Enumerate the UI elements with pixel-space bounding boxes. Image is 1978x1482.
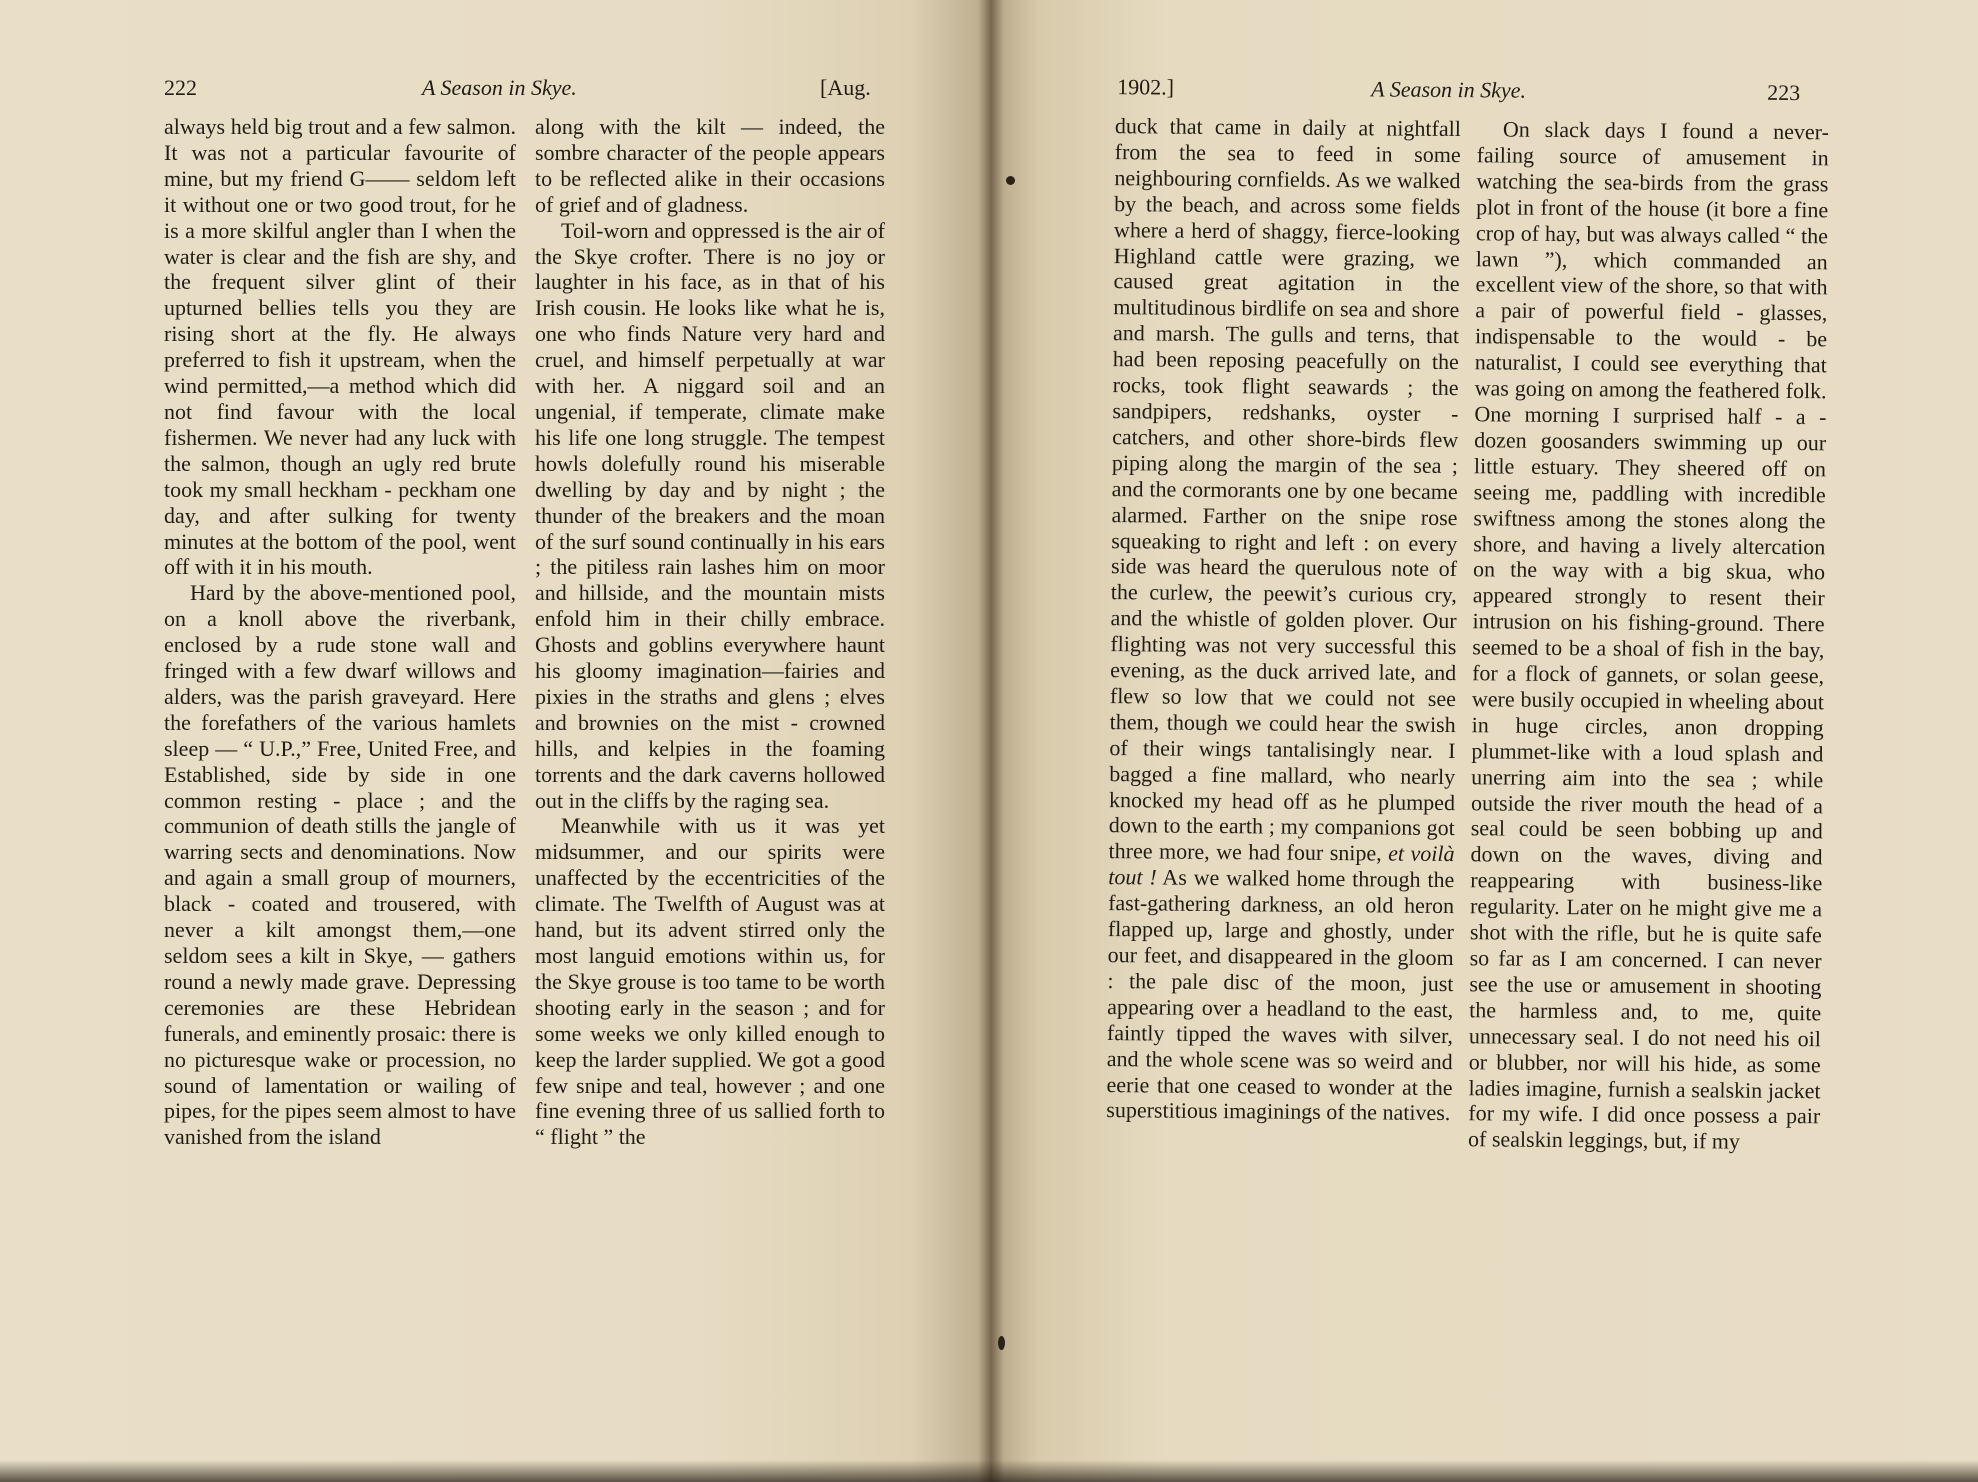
right-column-2	[1468, 116, 1829, 1155]
paragraph-text: As we walked home through the fast-gathering darkness, an old heron flapped up, large and ghostly, under our feet, and disappeared in the gloom : the pale disc of the moon, just appearing over a headland to the east, faintly tipped the waves with silver, and the whole scene was so weird and eerie that one ceased to wonder at the superstitious imaginings of the natives.	[1106, 864, 1455, 1126]
left-running-head	[164, 70, 884, 110]
left-column-2	[535, 114, 885, 1150]
left-column-1	[164, 114, 516, 1150]
right-column-1	[1106, 113, 1461, 1126]
paragraph	[1106, 113, 1461, 1126]
page-number-left: 222	[164, 75, 197, 100]
running-title-right: A Season in Skye.	[1371, 76, 1527, 103]
page-number-right: 223	[1767, 79, 1801, 106]
running-title-left: A Season in Skye.	[422, 75, 577, 100]
paragraph: Hard by the above-mentioned pool, on a knoll above the riverbank, enclosed by a rude stone wall and fringed with a few dwarf willows and alders, was the parish graveyard. Here the forefathers of the various hamlets sleep — “ U.P.,” Free, United Free, and Established, side by side in one common resting - place ; and the communion of death stills the jangle of warring sects and denominations. Now and again a small group of mourners, black - coated and trousered, with never a kilt amongst them,—one seldom sees a kilt in Skye, — gathers round a newly made grave. Depressing ceremonies are these Hebridean funerals, and eminently prosaic: there is no picturesque wake or procession, no sound of lamentation or wailing of pipes, for the pipes seem almost to have vanished from the island	[164, 580, 516, 1150]
year-tag: 1902.]	[1117, 74, 1175, 100]
right-page-text	[990, 0, 1978, 1154]
right-running-head	[1117, 69, 1829, 115]
paragraph: Meanwhile with us it was yet midsummer, and our spirits were unaffected by the eccentricities of the climate. The Twelfth of August was at hand, but its advent stirred only the most languid emotions within us, for the Skye grouse is too tame to be worth shooting early in the season ; and for some weeks we only killed enough to keep the larder supplied. We got a good few snipe and teal, however ; and one fine evening three of us sallied forth to “ flight ” the	[535, 813, 885, 1150]
month-tag: [Aug.	[820, 75, 871, 100]
ink-speck	[1006, 176, 1015, 185]
paragraph: always held big trout and a few salmon. It was not a particular favourite of mine, but my friend G—— seldom left it without one or two good trout, for he is a more skilful angler than I when the water is clear and the fish are shy, and the frequent silver glint of their upturned bellies tells you they are rising short at the fly. He always preferred to fish it upstream, when the wind permitted,—a method which did not find favour with the local fishermen. We never had any luck with the salmon, though an ugly red brute took my small heckham - peckham one day, and after sulking for twenty minutes at the bottom of the pool, went off with it in his mouth.	[164, 114, 516, 580]
paragraph: along with the kilt — indeed, the sombre character of the people appears to be reflected alike in their occasions of grief and of gladness.	[535, 114, 885, 217]
right-page	[990, 0, 1978, 1482]
page-bottom-shadow	[0, 1460, 1978, 1482]
paragraph-text: duck that came in daily at nightfall from the sea to feed in some neighbouring cornfields. As we walked by the beach, and across some fields where a herd of shaggy, fierce-looking Highland cattle were grazing, we caused great agitation in the multitudinous birdlife on sea and shore and marsh. The gulls and terns, that had been reposing peacefully on the rocks, took flight seawards ; the sandpipers, redshanks, oyster - catchers, and other shore-birds flew piping along the margin of the sea ; and the cormorants one by one became alarmed. Farther on the snipe rose squeaking to right and left : on every side was heard the querulous note of the curlew, the peewit’s curious cry, and the whistle of golden plover. Our flighting was not very successful this evening, as the duck arrived late, and flew so low that we could not see them, though we could hear the swish of their wings tantalisingly near. I bagged a fine mallard, who nearly knocked my head off as he plumped down to the earth ; my companions got three more, we had four snipe,	[1108, 113, 1462, 866]
ink-speck	[998, 1336, 1005, 1350]
paragraph: On slack days I found a never-failing source of amusement in watching the sea-birds from the grass plot in front of the house (it bore a fine crop of hay, but was always called “ the lawn ”), which commanded an excellent view of the shore, so that with a pair of powerful field - glasses, indispensable to the would - be naturalist, I could see everything that was going on among the feathered folk. One morning I surprised half - a - dozen goosanders swimming up our little estuary. They sheered off on seeing me, paddling with incredible swiftness among the stones along the shore, and having a lively altercation on the way with a big skua, who appeared strongly to resent their intrusion on his fishing-ground. There seemed to be a shoal of fish in the bay, for a flock of gannets, or solan geese, were busily occupied in wheeling about in huge circles, anon dropping plummet-like with a loud splash and unerring aim into the sea ; while outside the river mouth the head of a seal could be seen bobbing up and down on the waves, diving and reappearing with business-like regularity. Later on he might give me a shot with the rifle, but he is quite safe so far as I am concerned. I can never see the use or amusement in shooting the harmless and, to me, quite unnecessary seal. I do not need his oil or blubber, nor will his hide, as some ladies imagine, furnish a sealskin jacket for my wife. I did once possess a pair of sealskin leggings, but, if my	[1467, 116, 1829, 1154]
book-gutter	[978, 0, 1004, 1482]
italic-phrase: et voilà tout !	[1108, 840, 1455, 890]
paragraph: Toil-worn and oppressed is the air of the Skye crofter. There is no joy or laughter in his face, as in that of his Irish cousin. He looks like what he is, one who finds Nature very hard and cruel, and himself perpetually at war with her. A niggard soil and an ungenial, if temperate, climate make his life one long struggle. The tempest howls dolefully round his miserable dwelling by day and by night ; the thunder of the breakers and the moan of the surf sound continually in his ears ; the pitiless rain lashes him on moor and hillside, and the mountain mists enfold him in their chilly embrace. Ghosts and goblins everywhere haunt his gloomy imagination—fairies and pixies in the straths and glens ; elves and brownies on the mist - crowned hills, and kelpies in the foaming torrents and the dark caverns hollowed out in the cliffs by the raging sea.	[535, 217, 885, 813]
